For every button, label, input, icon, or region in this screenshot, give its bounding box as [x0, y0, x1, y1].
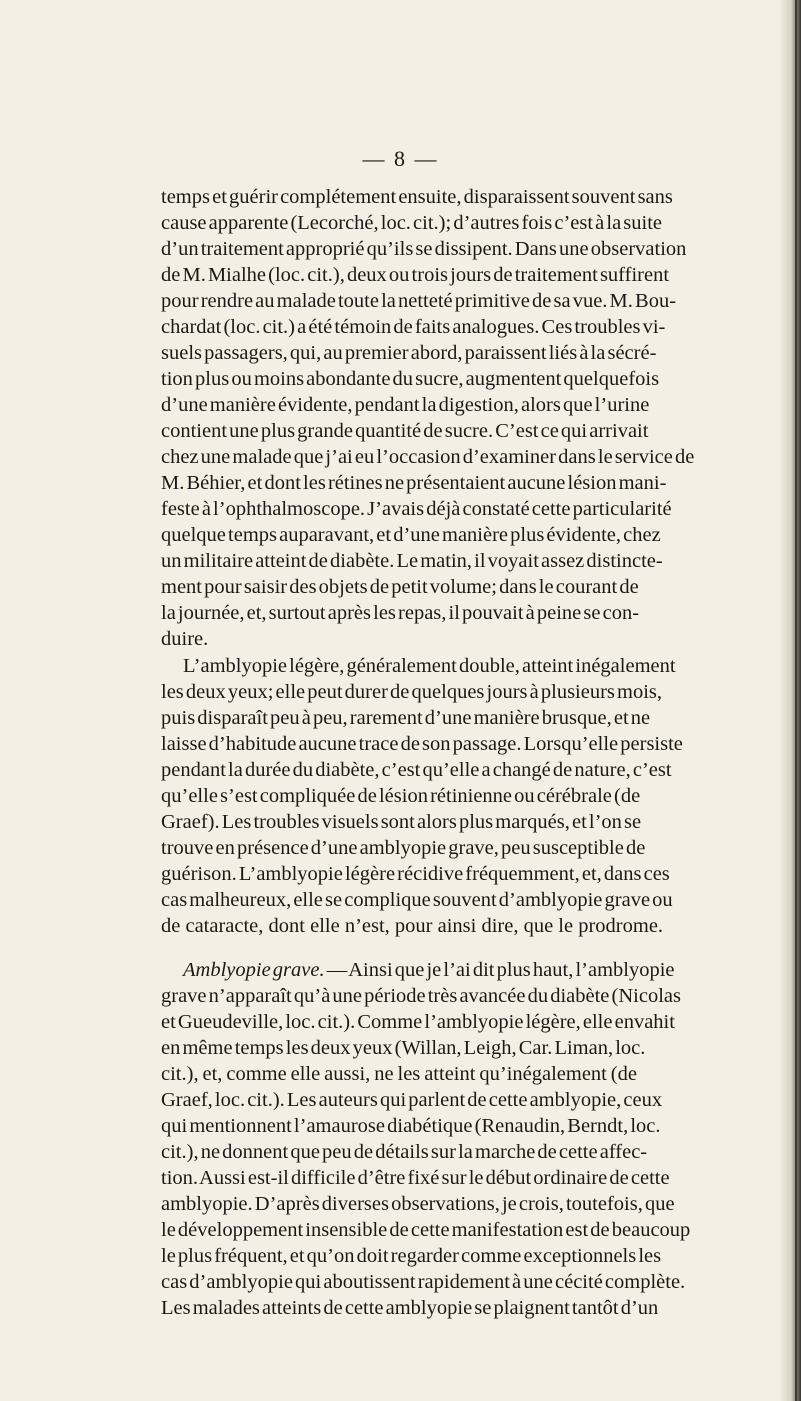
text-line: Les malades atteints de cette amblyopie se plaignent tantôt d’un: [161, 1297, 659, 1319]
page-edge-shadow: [779, 0, 801, 1401]
text-line: ment pour saisir des objets de petit volume; dans le courant de: [161, 576, 639, 598]
text-line: laisse d’habitude aucune trace de son passage. Lorsqu’elle persiste: [161, 733, 683, 755]
text-line: chez une malade que j’ai eu l’occasion d’examiner dans le service de: [161, 446, 695, 468]
text-line: cit.), ne donnent que peu de détails sur la marche de cette affec-: [161, 1141, 648, 1163]
text-line: pendant la durée du diabète, c’est qu’elle a changé de nature, c’est: [161, 759, 672, 781]
text-line: puis disparaît peu à peu, rarement d’une manière brusque, et ne: [161, 707, 651, 729]
text-line: le développement insensible de cette manifestation est de beaucoup: [161, 1219, 691, 1241]
text-line: suels passagers, qui, au premier abord, paraissent liés à la sécré-: [161, 342, 657, 364]
text-line: le plus fréquent, et qu’on doit regarder comme exceptionnels les: [161, 1245, 662, 1267]
text-line: Graef). Les troubles visuels sont alors plus marqués, et l’on se: [161, 811, 642, 833]
text-line: de cataracte, dont elle n’est, pour ainsi dire, que le prodrome.: [161, 915, 664, 937]
text-line: tion plus ou moins abondante du sucre, augmentent quelquefois: [161, 368, 660, 390]
text-line: cit.), et, comme elle aussi, ne les atteint qu’inégalement (de: [161, 1063, 637, 1085]
text-line: temps et guérir complétement ensuite, disparaissent souvent sans: [161, 186, 673, 208]
text-line: les deux yeux; elle peut durer de quelques jours à plusieurs mois,: [161, 681, 663, 703]
text-line: la journée, et, surtout après les repas, il pouvait à peine se con-: [161, 602, 640, 624]
text-line: contient une plus grande quantité de sucre. C’est ce qui arrivait: [161, 420, 649, 442]
text-line: Graef, loc. cit.). Les auteurs qui parlent de cette amblyopie, ceux: [161, 1089, 663, 1111]
text-line: en même temps les deux yeux (Willan, Leigh, Car. Liman, loc.: [161, 1037, 646, 1059]
text-line: L’amblyopie légère, généralement double, atteint inégalement: [183, 655, 676, 677]
text-line: M. Béhier, et dont les rétines ne présentaient aucune lésion mani-: [161, 472, 667, 494]
page-number: — 8 —: [362, 146, 439, 171]
section-heading-italic: Amblyopie grave.: [183, 959, 325, 981]
text-line: grave n’apparaît qu’à une période très avancée du diabète (Nicolas: [161, 985, 681, 1007]
text-line: Amblyopie grave. — Ainsi que je l’ai dit plus haut, l’amblyopie: [183, 959, 675, 981]
text-line: feste à l’ophthalmoscope. J’avais déjà constaté cette particularité: [161, 498, 672, 520]
text-line: de M. Mialhe (loc. cit.), deux ou trois jours de traitement suffirent: [161, 264, 670, 286]
text-line: qui mentionnent l’amaurose diabétique (Renaudin, Berndt, loc.: [161, 1115, 661, 1137]
text-line: cas d’amblyopie qui aboutissent rapidement à une cécité complète.: [161, 1271, 686, 1293]
text-line: amblyopie. D’après diverses observations, je crois, toutefois, que: [161, 1193, 675, 1215]
text-line: duire.: [161, 628, 209, 650]
text-line: trouve en présence d’une amblyopie grave, peu susceptible de: [161, 837, 646, 859]
text-line: guérison. L’amblyopie légère récidive fréquemment, et, dans ces: [161, 863, 670, 885]
text-line: tion. Aussi est-il difficile d’être fixé sur le début ordinaire de cette: [161, 1167, 670, 1189]
text-line: cause apparente (Lecorché, loc. cit.); d’autres fois c’est à la suite: [161, 212, 663, 234]
text-line: et Gueudeville, loc. cit.). Comme l’amblyopie légère, elle envahit: [161, 1011, 675, 1033]
text-line: d’une manière évidente, pendant la digestion, alors que l’urine: [161, 394, 650, 416]
text-line: d’un traitement approprié qu’ils se dissipent. Dans une observation: [161, 238, 687, 260]
text-line: pour rendre au malade toute la netteté primitive de sa vue. M. Bou-: [161, 290, 677, 312]
text-line: chardat (loc. cit.) a été témoin de faits analogues. Ces troubles vi-: [161, 316, 666, 338]
page-edge-line: [795, 0, 797, 1401]
text-line: cas malheureux, elle se complique souvent d’amblyopie grave ou: [161, 889, 673, 911]
text-line: quelque temps auparavant, et d’une manière plus évidente, chez: [161, 524, 661, 546]
text-line: qu’elle s’est compliquée de lésion rétinienne ou cérébrale (de: [161, 785, 641, 807]
text-line: un militaire atteint de diabète. Le matin, il voyait assez distincte-: [161, 550, 663, 572]
